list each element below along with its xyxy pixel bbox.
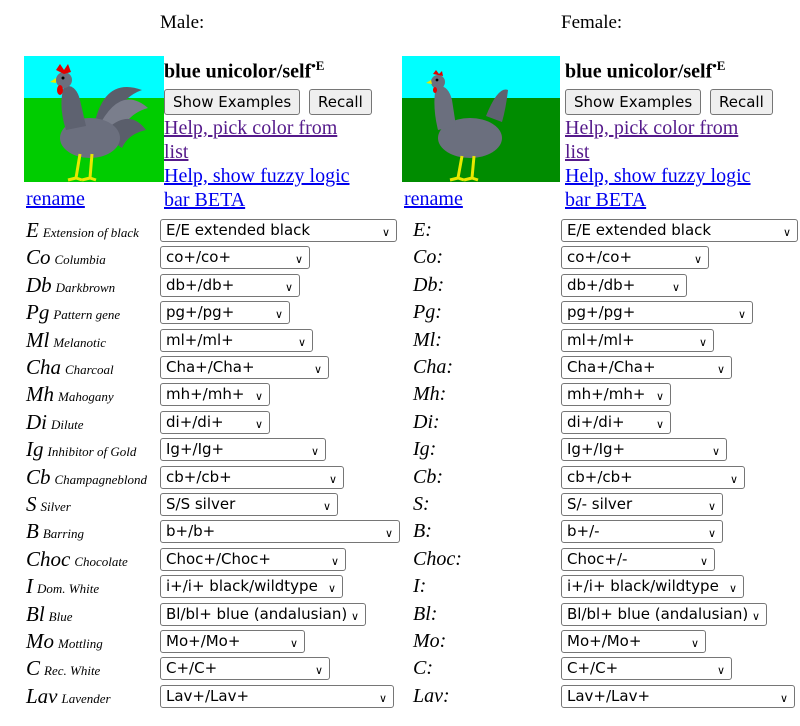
male-help-fuzzy-link-cont[interactable]: bar BETA [164,189,246,211]
select-value: pg+/pg+ [567,303,636,321]
select-value: co+/co+ [166,248,232,266]
gene-label [26,328,106,355]
select-value: Ig+/Ig+ [567,440,626,458]
female-gene-select[interactable] [561,329,714,352]
select-value: Bl/bl+ blue (andalusian) [166,605,348,623]
select-value: Mo+/Mo+ [166,632,241,650]
gene-symbol: C [26,656,41,680]
chevron-down-icon: ∨ [729,473,738,486]
female-gene-select[interactable] [561,575,744,598]
gene-label [26,382,114,409]
select-value: Cha+/Cha+ [567,358,656,376]
gene-full-name: Lavender [61,691,111,706]
female-gene-label: B: [413,520,432,542]
chevron-down-icon: ∨ [707,500,716,513]
select-value: ml+/ml+ [166,331,234,349]
female-heading: Female: [561,12,623,33]
select-value: db+/db+ [166,276,235,294]
chevron-down-icon: ∨ [699,555,708,568]
select-value: C+/C+ [166,659,218,677]
female-gene-select[interactable] [561,685,795,708]
male-gene-select[interactable] [160,548,346,571]
chevron-down-icon: ∨ [698,336,707,349]
chevron-down-icon: ∨ [779,692,788,705]
gene-label [26,465,147,492]
select-value: Ig+/Ig+ [166,440,225,458]
chevron-down-icon: ∨ [327,582,336,595]
male-gene-select[interactable] [160,685,394,708]
male-gene-select[interactable] [160,520,400,543]
female-rename-link[interactable]: rename [404,188,463,210]
gene-label [26,410,84,437]
female-gene-select[interactable] [561,466,745,489]
female-help-pick-color-link-cont[interactable]: list [565,141,590,163]
male-rooster-image [24,56,164,182]
gene-full-name: Champagneblond [54,472,147,487]
female-gene-select[interactable] [561,603,767,626]
gene-symbol: Cha [26,355,62,379]
chevron-down-icon: ∨ [378,692,387,705]
gene-symbol: Di [26,410,47,434]
female-gene-select[interactable] [561,438,727,461]
male-gene-select[interactable] [160,466,344,489]
gene-symbol: Choc [26,547,71,571]
chevron-down-icon: ∨ [716,664,725,677]
gene-full-name: Blue [48,609,73,624]
gene-label [26,437,136,464]
chevron-down-icon: ∨ [690,637,699,650]
chevron-down-icon: ∨ [693,253,702,266]
gene-full-name: Dilute [51,417,84,432]
female-gene-label: Lav: [413,685,450,707]
gene-symbol: Pg [26,300,50,324]
chevron-down-icon: ∨ [737,308,746,321]
select-value: Cha+/Cha+ [166,358,255,376]
male-gene-select[interactable] [160,603,366,626]
gene-label [26,602,73,629]
male-gene-select[interactable] [160,329,313,352]
male-gene-select[interactable] [160,246,310,269]
gene-label [26,519,84,546]
gene-full-name: Silver [40,499,71,514]
female-gene-select[interactable] [561,493,723,516]
female-help-fuzzy-link[interactable]: Help, show fuzzy logic [565,165,751,187]
female-gene-label: Cb: [413,466,443,488]
male-gene-select[interactable] [160,657,330,680]
male-help-pick-color-link[interactable]: Help, pick color from [164,117,338,139]
chevron-down-icon: ∨ [728,582,737,595]
chevron-down-icon: ∨ [254,390,263,403]
chevron-down-icon: ∨ [655,418,664,431]
male-gene-select[interactable] [160,630,305,653]
male-heading: Male: [160,12,205,33]
female-gene-select[interactable] [561,356,732,379]
gene-full-name: Charcoal [65,362,114,377]
female-gene-label: Mh: [413,383,447,405]
chevron-down-icon: ∨ [289,637,298,650]
gene-full-name: Darkbrown [55,280,116,295]
female-gene-label: I: [413,575,427,597]
female-gene-label: Cha: [413,356,453,378]
chevron-down-icon: ∨ [328,473,337,486]
gene-symbol: Co [26,245,51,269]
chevron-down-icon: ∨ [707,527,716,540]
select-value: mh+/mh+ [567,385,646,403]
gene-full-name: Dom. White [37,581,100,596]
gene-symbol: Db [26,273,52,297]
gene-symbol: Ig [26,437,44,461]
gene-full-name: Barring [42,526,84,541]
female-gene-select[interactable] [561,383,671,406]
female-gene-label: Pg: [413,301,442,323]
female-gene-select[interactable] [561,630,706,653]
select-value: E/E extended black [166,221,311,239]
female-help-pick-color-link[interactable]: Help, pick color from [565,117,739,139]
gene-full-name: Columbia [54,252,106,267]
chevron-down-icon: ∨ [254,418,263,431]
chevron-down-icon: ∨ [655,390,664,403]
gene-label [26,492,71,519]
gene-symbol: Bl [26,602,45,626]
female-hen-image [402,56,542,182]
select-value: co+/co+ [567,248,633,266]
female-gene-label: C: [413,657,433,679]
male-gene-select[interactable] [160,274,300,297]
chevron-down-icon: ∨ [330,555,339,568]
select-value: S/- silver [567,495,633,513]
chevron-down-icon: ∨ [711,445,720,458]
select-value: pg+/pg+ [166,303,235,321]
gene-full-name: Inhibitor of Gold [47,444,137,459]
gene-full-name: Melanotic [53,335,107,350]
chevron-down-icon: ∨ [751,610,760,623]
select-value: db+/db+ [567,276,636,294]
select-value: E/E extended black [567,221,712,239]
select-value: b+/b+ [166,522,216,540]
female-gene-select[interactable] [561,411,671,434]
select-value: cb+/cb+ [567,468,633,486]
female-gene-label: Db: [413,274,445,296]
female-gene-label: Ml: [413,329,442,351]
gene-symbol: Mo [26,629,54,653]
female-gene-label: Choc: [413,548,462,570]
chevron-down-icon: ∨ [284,281,293,294]
gene-full-name: Pattern gene [53,307,121,322]
female-color-name: blue unicolor/self$^{•E}$ [565,58,726,83]
gene-label [26,245,106,272]
gene-label [26,574,99,601]
male-gene-select[interactable] [160,356,329,379]
select-value: i+/i+ black/wildtype [166,577,318,595]
select-value: mh+/mh+ [166,385,245,403]
gene-label [26,547,128,574]
female-gene-select[interactable] [561,246,709,269]
chevron-down-icon: ∨ [782,226,791,239]
female-gene-select[interactable] [561,548,715,571]
select-value: cb+/cb+ [166,468,232,486]
select-value: i+/i+ black/wildtype [567,577,719,595]
gene-symbol: Ml [26,328,50,352]
gene-full-name: Mottling [58,636,103,651]
female-gene-select[interactable] [561,520,723,543]
gene-label [26,629,103,656]
chevron-down-icon: ∨ [313,363,322,376]
male-rename-link[interactable]: rename [26,188,85,210]
female-gene-select[interactable] [561,657,732,680]
female-gene-select[interactable] [561,301,753,324]
male-gene-select[interactable] [160,383,270,406]
gene-label [26,300,120,327]
male-show-examples-button[interactable]: Show Examples [164,89,300,115]
female-recall-button[interactable]: Recall [710,89,773,115]
male-gene-select[interactable] [160,493,338,516]
female-help-fuzzy-link-cont[interactable]: bar BETA [565,189,647,211]
select-value: Lav+/Lav+ [166,687,250,705]
select-value: S/S silver [166,495,236,513]
female-gene-select[interactable] [561,274,687,297]
female-show-examples-button[interactable]: Show Examples [565,89,701,115]
gene-symbol: Lav [26,684,58,708]
select-value: Choc+/Choc+ [166,550,271,568]
female-gene-label: Di: [413,411,440,433]
chevron-down-icon: ∨ [310,445,319,458]
gene-symbol: B [26,519,39,543]
chevron-down-icon: ∨ [381,226,390,239]
female-gene-label: Co: [413,246,443,268]
chevron-down-icon: ∨ [294,253,303,266]
male-help-fuzzy-link[interactable]: Help, show fuzzy logic [164,165,350,187]
chevron-down-icon: ∨ [274,308,283,321]
select-value: C+/C+ [567,659,619,677]
male-gene-select[interactable] [160,301,290,324]
female-gene-label: Ig: [413,438,437,460]
gene-full-name: Extension of black [42,225,139,240]
female-gene-label: E: [413,219,432,241]
gene-symbol: E [26,218,39,242]
select-value: Bl/bl+ blue (andalusian) [567,605,749,623]
chevron-down-icon: ∨ [297,336,306,349]
select-value: Choc+/- [567,550,628,568]
male-recall-button[interactable]: Recall [309,89,372,115]
female-gene-label: S: [413,493,430,515]
female-gene-select[interactable] [561,219,798,242]
gene-symbol: I [26,574,33,598]
gene-full-name: Chocolate [74,554,128,569]
chevron-down-icon: ∨ [716,363,725,376]
select-value: di+/di+ [166,413,224,431]
select-value: b+/- [567,522,600,540]
chevron-down-icon: ∨ [671,281,680,294]
chevron-down-icon: ∨ [314,664,323,677]
gene-label [26,355,114,382]
female-gene-label: Bl: [413,603,438,625]
male-gene-select[interactable] [160,411,270,434]
male-gene-select[interactable] [160,438,326,461]
gene-full-name: Rec. White [44,663,101,678]
gene-label [26,684,111,711]
gene-label [26,273,115,300]
chevron-down-icon: ∨ [350,610,359,623]
select-value: Lav+/Lav+ [567,687,651,705]
select-value: ml+/ml+ [567,331,635,349]
male-gene-select[interactable] [160,219,397,242]
select-value: di+/di+ [567,413,625,431]
gene-symbol: Mh [26,382,54,406]
gene-full-name: Mahogany [58,389,114,404]
gene-label [26,656,100,683]
female-gene-label: Mo: [413,630,447,652]
select-value: Mo+/Mo+ [567,632,642,650]
chevron-down-icon: ∨ [384,527,393,540]
gene-symbol: S [26,492,37,516]
chevron-down-icon: ∨ [322,500,331,513]
male-help-pick-color-link-cont[interactable]: list [164,141,189,163]
male-color-name: blue unicolor/self$^{•E}$ [164,58,325,83]
male-gene-select[interactable] [160,575,343,598]
gene-label [26,218,139,245]
gene-symbol: Cb [26,465,51,489]
